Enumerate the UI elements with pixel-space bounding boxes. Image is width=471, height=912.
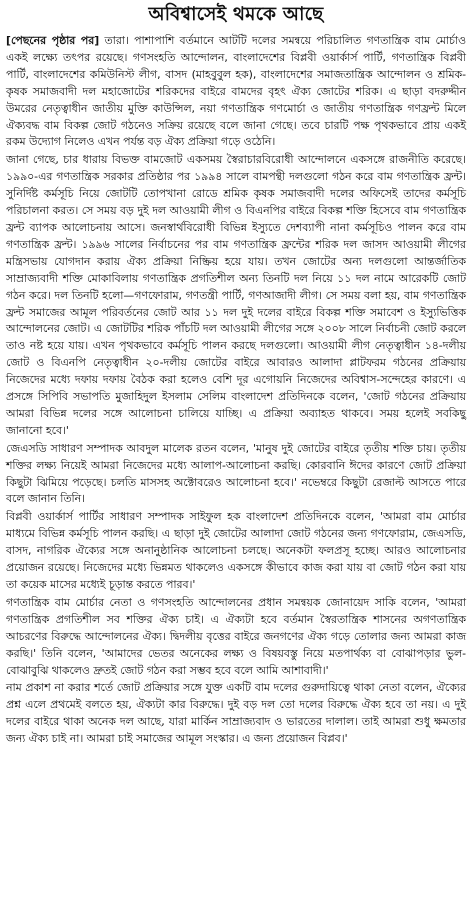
article-headline: অবিশ্বাসেই থমকে আছে: [148, 4, 324, 25]
paragraph-text: তারা। পাশাপাশি বর্তমানে আটটি দলের সমন্বয়ে পরিচালিত গণতান্ত্রিক বাম মোর্চাও একই লক্ষ্যে তৎপর রয়েছে। গণসংহতি আন্দোলন, বাংলাদেশের বিপ্লবী ওয়ার্কার্স পার্টি, গণতান্ত্রিক বিপ্লবী পার্টি, বাংলাদেশের কমিউনিস্ট লীগ, বাসদ (মাহবুবুল হক), বাংলাদেশের সমাজতান্ত্রিক আন্দোলন ও শ্রমিক-কৃষক সমাজবাদী দল মহাজোটের শরিকদের বাইরে বামদের বৃহৎ ঐক্য জোটের শরিক। এ ছাড়া বদরুদ্দীন উমরের নেতৃত্বাধীন জাতীয় মুক্তি কাউন্সিল, নয়া গণতান্ত্রিক গণমোর্চা ও জাতীয় গণতান্ত্রিক গণফ্রন্ট মিলে ঐক্যবদ্ধ বাম বিকল্প জোট গঠনেও সক্রিয় রয়েছে বলে জানা গেছে। তবে চারটি পক্ষ পৃথকভাবে প্রায় একই রকম উদ্যোগ নিলেও এখন পর্যন্ত বড় ঐক্য প্রক্রিয়া গড়ে ওঠেনি।: [6, 34, 467, 149]
article-body: [6, 33, 466, 748]
article-paragraph: জেএসডি সাধারণ সম্পাদক আবদুল মালেক রতন বলেন, 'মানুষ দুই জোটের বাইরে তৃতীয় শক্তি চায়। তৃতীয় শক্তির লক্ষ্য নিয়েই আমরা নিজেদের মধ্যে আলাপ-আলোচনা করছি। কোরবানি ঈদের কারণে জোট প্রক্রিয়া কিছুটা ঝিমিয়ে পড়েছে। চলতি মাসসহ অক্টোবরেও আলোচনা হবে।' নভেম্বরে কিছুটা রেজাল্ট আসতে পারে বলে জানান তিনি।: [6, 441, 466, 506]
continued-from-tag: [পেছনের পৃষ্ঠার পর]: [6, 34, 100, 47]
article-paragraph: বিপ্লবী ওয়ার্কার্স পার্টির সাধারণ সম্পাদক সাইফুল হক বাংলাদেশ প্রতিদিনকে বলেন, 'আমরা বাম মোর্চার মাধ্যমে বিভিন্ন কর্মসূচি পালন করছি। এ ছাড়া দুই জোটের আলাদা জোট গঠনের জন্য গণফোরাম, জেএসডি, বাসদ, নাগরিক ঐক্যের সঙ্গে অনানুষ্ঠানিক আলোচনা চলছে। অনেকটা ফলপ্রসূ হচ্ছে। আরও আলোচনার প্রয়োজন রয়েছে। নিজেদের মধ্যে ভিন্নমত থাকলেও একসঙ্গে কীভাবে কাজ করা যায় বা জোট গঠন করা যায় তা কয়েক মাসের মধ্যেই চূড়ান্ত করতে পারব।': [6, 510, 466, 591]
article-paragraph: নাম প্রকাশ না করার শর্তে জোট প্রক্রিয়ার সঙ্গে যুক্ত একটি বাম দলের গুরুদায়িত্বে থাকা নেতা বলেন, ঐক্যের প্রশ্ন এলে প্রথমেই বলতে হয়, ঐক্যটা কার বিরুদ্ধে। দুই বড় দল তো দলের বিরুদ্ধে ঐক্য হবে তা নয়। এ দুই দলের বাইরে থাকা অনেক দল আছে, যারা মার্কিন সাম্রাজ্যবাদ ও ভারতের দালাল। তাই আমরা শুধু ক্ষমতার জন্য ঐক্য চাই না। আমরা চাই সমাজের আমূল সংস্কার। এ জন্য প্রয়োজন বিপ্লব।': [6, 681, 466, 746]
article-paragraph: গণতান্ত্রিক বাম মোর্চার নেতা ও গণসংহতি আন্দোলনের প্রধান সমন্বয়ক জোনায়েদ সাকি বলেন, 'আমরা গণতান্ত্রিক প্রগতিশীল সব শক্তির ঐক্য চাই। এ ঐক্যটা হবে বর্তমান স্বৈরতান্ত্রিক শাসনের অগণতান্ত্রিক আচরণের বিরুদ্ধে আন্দোলনের ঐক্য। দ্বিদলীয় বৃত্তের বাইরে জনগণের ঐক্য গড়ে তোলার জন্য আমরা কাজ করছি।' তিনি বলেন, 'আমাদের ভেতর অনেকের লক্ষ্য ও বিষয়বস্তু নিয়ে মতপার্থক্য বা বোঝাপড়ার ভুল-বোঝাবুঝি থাকলেও দ্রুতই জোট গঠন করা সম্ভব হবে বলে আমি আশাবাদী।': [6, 595, 466, 677]
article-paragraph: জানা গেছে, চার ধারায় বিভক্ত বামজোট একসময় স্বৈরাচারবিরোধী আন্দোলনে একসঙ্গে রাজনীতি করেছে। ১৯৯০-এর গণতান্ত্রিক সরকার প্রতিষ্ঠার পর ১৯৯৪ সালে বামপন্থী দলগুলো গঠন করে বাম গণতান্ত্রিক ফ্রন্ট। সুনির্দিষ্ট কর্মসূচি নিয়ে জোটটি তোপখানা রোডে শ্রমিক কৃষক সমাজবাদী দলের অফিসেই তাদের কর্মসূচি পরিচালনা করত। সে সময় বড় দুই দল আওয়ামী লীগ ও বিএনপির বাইরে বিকল্প শক্তি হিসেবে বাম গণতান্ত্রিক ফ্রন্ট ব্যাপক আলোচনায় আসে। জনস্বার্থবিরোধী বিভিন্ন ইস্যুতে দেশব্যাপী নানা কর্মসূচিও পালন করে বাম গণতান্ত্রিক ফ্রন্ট। ১৯৯৬ সালের নির্বাচনের পর বাম গণতান্ত্রিক ফ্রন্টের শরিক দল জাসদ আওয়ামী লীগের মন্ত্রিসভায় যোগদান করায় ঐক্য প্রক্রিয়া নিষ্ক্রিয় হয়ে যায়। তখন জোটের অন্য দলগুলো আন্তর্জাতিক সাম্রাজ্যবাদী শক্তি মোকাবিলায় গণতান্ত্রিক প্রগতিশীল অন্য তিনটি দল নিয়ে ১১ দল নামে আরেকটি জোট গঠন করে। দল তিনটি হলো—গণফোরাম, গণতন্ত্রী পার্টি, গণআজাদী লীগ। সে সময় বলা হয়, বাম গণতান্ত্রিক ফ্রন্ট সমাজের আমূল পরিবর্তনের জোট আর ১১ দল দুই দলের বাইরে বিকল্প শক্তি সমাবেশ ও ইস্যুভিত্তিক আন্দোলনের জোট। এ জোটটির শরিক পাঁচটি দল আওয়ামী লীগের সঙ্গে ২০০৮ সালে নির্বাচনী জোট করলে তাও নষ্ট হয়ে যায়। এখন পৃথকভাবে কর্মসূচি পালন করছে দলগুলো। আওয়ামী লীগ নেতৃত্বাধীন ১৪-দলীয় জোট ও বিএনপি নেতৃত্বাধীন ২০-দলীয় জোটের বাইরে আবারও আলাদা প্লাটফরম গঠনের প্রক্রিয়ায় নিজেদের মধ্যে দফায় দফায় বৈঠক করা হলেও বেশি দূর এগোয়নি নিজেদের অবিশ্বাস-সন্দেহের কারণে। এ প্রসঙ্গে সিপিবি সভাপতি মুজাহিদুল ইসলাম সেলিম বাংলাদেশ প্রতিদিনকে বলেন, 'জোট গঠনের প্রক্রিয়ায় আমরা বিভিন্ন দলের সঙ্গে আলোচনা চালিয়ে যাচ্ছি। এ প্রক্রিয়া অব্যাহত থাকবে। সময় হলেই সবকিছু জানানো হবে।': [6, 153, 466, 437]
article-paragraph: [6, 33, 466, 151]
